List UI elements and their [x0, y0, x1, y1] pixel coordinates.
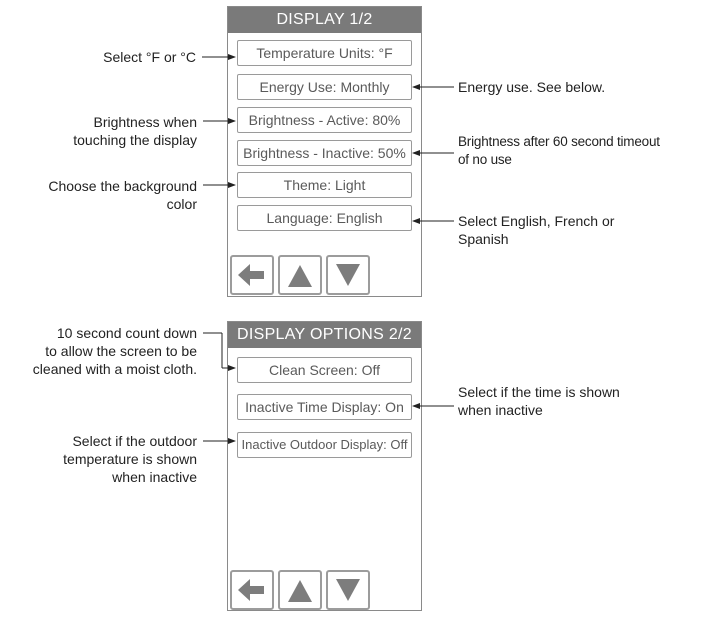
up-arrow-icon [280, 572, 320, 608]
annotation-brightness-active [73, 113, 197, 149]
annotation-line: Select if the time is shown [458, 384, 620, 400]
annotation-line: color [166, 196, 197, 212]
scroll-down-button[interactable] [326, 255, 370, 295]
annotation-clean-screen [33, 324, 197, 378]
display-panel-2 [227, 321, 422, 611]
annotation-units-text: Select °F or °C [103, 49, 196, 65]
scroll-down-button[interactable] [326, 570, 370, 610]
annotation-line: Select English, French or [458, 213, 615, 229]
annotation-line: Select if the outdoor [72, 433, 197, 449]
down-arrow-icon [328, 257, 368, 293]
clean-screen-button[interactable]: Clean Screen: Off [237, 357, 412, 383]
annotation-line: temperature is shown [63, 451, 197, 467]
annotation-energy-text: Energy use. See below. [458, 79, 606, 95]
back-arrow-icon [232, 257, 272, 293]
annotation-line: Brightness when [93, 114, 197, 130]
panel-1-title: DISPLAY 1/2 [228, 7, 421, 33]
energy-use-button[interactable]: Energy Use: Monthly [237, 74, 412, 100]
scroll-up-button[interactable] [278, 570, 322, 610]
back-arrow-icon [232, 572, 272, 608]
inactive-time-display-button[interactable]: Inactive Time Display: On [237, 394, 412, 420]
up-arrow-icon [280, 257, 320, 293]
annotation-line: to allow the screen to be [45, 343, 197, 359]
back-button[interactable] [230, 570, 274, 610]
annotation-language [458, 212, 614, 248]
annotation-line: 10 second count down [56, 325, 197, 341]
annotation-brightness-inactive [458, 133, 660, 169]
temperature-units-button[interactable]: Temperature Units: °F [237, 40, 412, 66]
annotation-energy [458, 78, 605, 96]
annotation-line: cleaned with a moist cloth. [32, 361, 197, 377]
annotation-line: when inactive [458, 402, 543, 418]
back-button[interactable] [230, 255, 274, 295]
language-button[interactable]: Language: English [237, 205, 412, 231]
annotation-time-display [458, 383, 620, 419]
scroll-up-button[interactable] [278, 255, 322, 295]
annotation-line: touching the display [73, 132, 197, 148]
panel-2-title: DISPLAY OPTIONS 2/2 [228, 322, 421, 348]
display-panel-1 [227, 6, 422, 297]
annotation-line: Brightness after 60 second timeout [458, 134, 660, 149]
annotation-line: Spanish [458, 231, 509, 247]
down-arrow-icon [328, 572, 368, 608]
annotation-line: Choose the background [48, 178, 197, 194]
annotation-theme [48, 177, 197, 213]
annotation-line: of no use [458, 152, 512, 167]
annotation-outdoor [63, 432, 197, 486]
annotation-line: when inactive [112, 469, 197, 485]
theme-button[interactable]: Theme: Light [237, 172, 412, 198]
brightness-inactive-button[interactable]: Brightness - Inactive: 50% [237, 140, 412, 166]
annotation-units [103, 48, 196, 66]
brightness-active-button[interactable]: Brightness - Active: 80% [237, 107, 412, 133]
inactive-outdoor-display-button[interactable]: Inactive Outdoor Display: Off [237, 432, 412, 458]
